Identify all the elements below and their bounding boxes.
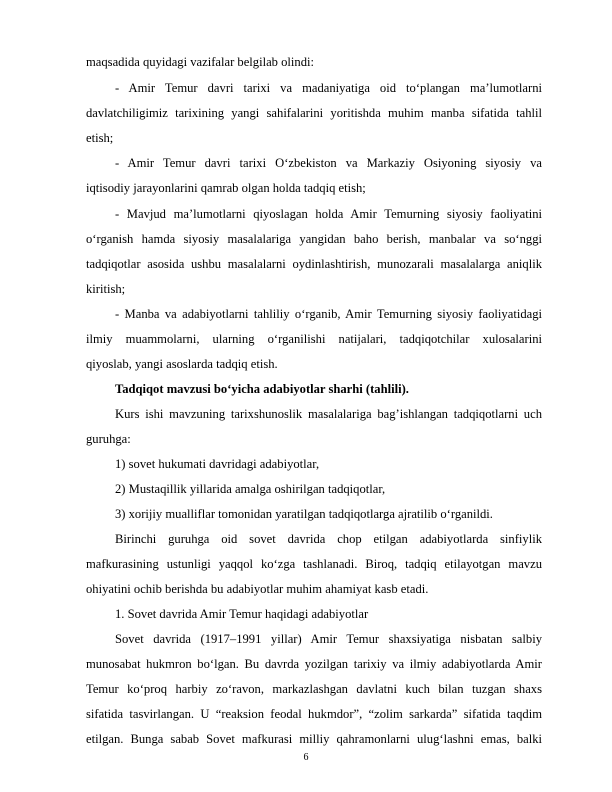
text-line: qiyoslab, yangi asoslarda tadqiq etish. xyxy=(86,357,278,371)
text-line: munosabat hukmron bo‘lgan. Bu davrda yozilgan tarixiy va ilmiy adabiyotlarda Amir xyxy=(86,657,542,671)
text-line: - Amir Temur davri tarixi O‘zbekiston va Markaziy Osiyoning siyosiy va xyxy=(115,156,542,170)
text-line: guruhga: xyxy=(86,432,131,446)
text-line: o‘rganish hamda siyosiy masalalariga yangidan baho berish, manbalar va so‘nggi xyxy=(86,232,542,246)
text-line: kiritish; xyxy=(86,282,126,296)
text-line: Sovet davrida (1917–1991 yillar) Amir Temur shaxsiyatiga nisbatan salbiy xyxy=(115,632,542,646)
page-number: 6 xyxy=(303,752,309,763)
text-line: ilmiy muammolarni, ularning o‘rganilishi natijalari, tadqiqotchilar xulosalarini xyxy=(86,332,542,346)
text-line: Birinchi guruhga oid sovet davrida chop etilgan adabiyotlarda sinfiylik xyxy=(115,532,542,546)
text-line: tadqiqotlar asosida ushbu masalalarni oydinlashtirish, munozarali masalalarga aniqlik xyxy=(86,257,542,271)
list-item: 3) xorijiy mualliflar tomonidan yaratilgan tadqiqotlarga ajratilib o‘rganildi. xyxy=(115,507,493,521)
subsection-heading: 1. Sovet davrida Amir Temur haqidagi adabiyotlar xyxy=(115,607,369,621)
text-line: davlatchiligimiz tarixining yangi sahifalarini yoritishda muhim manba sifatida tahlil xyxy=(86,106,542,120)
text-line: etish; xyxy=(86,131,114,145)
text-line: etilgan. Bunga sabab Sovet mafkurasi milliy qahramonlarni ulug‘lashni emas, balki xyxy=(86,732,542,746)
text-line: ohiyatini ochib berishda bu adabiyotlar muhim ahamiyat kasb etadi. xyxy=(86,582,429,596)
text-line: - Amir Temur davri tarixi va madaniyatiga oid to‘plangan ma’lumotlarni xyxy=(115,81,542,95)
text-line: Kurs ishi mavzuning tarixshunoslik masalalariga bag’ishlangan tadqiqotlarni uch xyxy=(115,407,542,421)
list-item: 2) Mustaqillik yillarida amalga oshirilgan tadqiqotlar, xyxy=(115,482,386,496)
text-line: Temur ko‘proq harbiy zo‘ravon, markazlashgan davlatni kuch bilan tuzgan shaxs xyxy=(86,682,542,696)
text-line: - Mavjud ma’lumotlarni qiyoslagan holda Amir Temurning siyosiy faoliyatini xyxy=(115,207,542,221)
text-line: mafkurasining ustunligi yaqqol ko‘zga tashlanadi. Biroq, tadqiq etilayotgan mavzu xyxy=(86,557,542,571)
text-line: sifatida tasvirlangan. U “reaksion feodal hukmdor”, “zolim sarkarda” sifatida taqdim xyxy=(86,707,542,721)
text-line: iqtisodiy jarayonlarini qamrab olgan holda tadqiq etish; xyxy=(86,181,366,195)
text-line: - Manba va adabiyotlarni tahliliy o‘rganib, Amir Temurning siyosiy faoliyatidagi xyxy=(115,307,542,321)
list-item: 1) sovet hukumati davridagi adabiyotlar, xyxy=(115,457,320,471)
section-heading: Tadqiqot mavzusi bo‘yicha adabiyotlar sharhi (tahlili). xyxy=(115,382,409,396)
text-line: maqsadida quyidagi vazifalar belgilab olindi: xyxy=(86,55,315,69)
